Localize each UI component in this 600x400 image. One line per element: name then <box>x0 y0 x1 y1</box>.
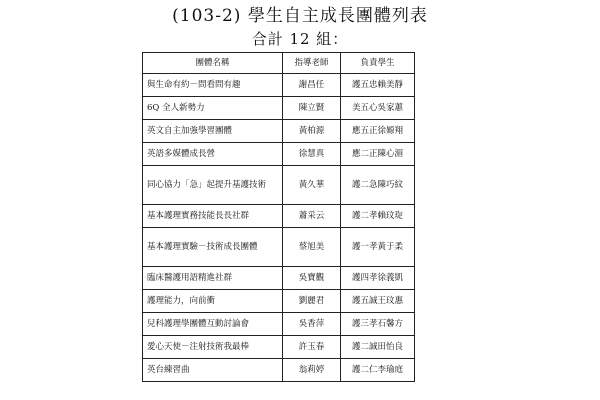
group-name-cell: 英台練習曲 <box>143 359 283 382</box>
group-name-cell: 基本護理實驗－技術成長團體 <box>143 228 283 267</box>
table-row <box>143 74 415 97</box>
teacher-cell: 劉麗君 <box>283 290 341 313</box>
document-title: (103-2) 學生自主成長團體列表 <box>172 6 428 26</box>
student-cell: 應二正陳心湄 <box>341 143 415 166</box>
student-cell: 應五正徐嫄翔 <box>341 120 415 143</box>
student-cell: 護二誠田怡良 <box>341 336 415 359</box>
group-name-cell: 兒科護理學團體互動討論會 <box>143 313 283 336</box>
student-cell: 護三孝石馨方 <box>341 313 415 336</box>
group-name-cell: 同心協力「急」起提升基護技術 <box>143 166 283 205</box>
document-subtitle: 合計 12 組： <box>251 30 349 48</box>
teacher-cell: 吳香萍 <box>283 313 341 336</box>
group-name-cell: 護理能力，向前衝 <box>143 290 283 313</box>
teacher-cell: 陳立賢 <box>283 97 341 120</box>
teacher-cell: 蔡旭美 <box>283 228 341 267</box>
student-cell: 護二仁李瑜庭 <box>341 359 415 382</box>
teacher-cell: 許玉春 <box>283 336 341 359</box>
student-cell: 護二急陳巧紋 <box>341 166 415 205</box>
group-name-cell: 英文自主加強學習團體 <box>143 120 283 143</box>
table-row <box>143 290 415 313</box>
header-student: 負責學生 <box>341 53 415 74</box>
table-row <box>143 205 415 228</box>
student-cell: 護五忠賴美靜 <box>341 74 415 97</box>
teacher-cell: 黃柏源 <box>283 120 341 143</box>
teacher-cell: 吳寶觀 <box>283 267 341 290</box>
group-name-cell: 愛心天使－注射技術我最棒 <box>143 336 283 359</box>
table-header-row <box>143 53 415 74</box>
header-teacher: 指導老師 <box>283 53 341 74</box>
groups-table <box>142 52 415 382</box>
group-name-cell: 基本護理實務技能長長社群 <box>143 205 283 228</box>
teacher-cell: 黃久華 <box>283 166 341 205</box>
table-row <box>143 359 415 382</box>
student-cell: 護五誠王玟惠 <box>341 290 415 313</box>
student-cell: 護四孝徐義凱 <box>341 267 415 290</box>
group-name-cell: 臨床醫護用語精進社群 <box>143 267 283 290</box>
teacher-cell: 謝昌任 <box>283 74 341 97</box>
student-cell: 護二孝賴玟琁 <box>341 205 415 228</box>
student-cell: 護一孝黃于柔 <box>341 228 415 267</box>
table-row <box>143 166 415 205</box>
group-name-cell: 與生命有約－問看問有趣 <box>143 74 283 97</box>
header-group-name: 團體名稱 <box>143 53 283 74</box>
group-name-cell: 英語多媒體成長營 <box>143 143 283 166</box>
table-row <box>143 267 415 290</box>
table-row <box>143 336 415 359</box>
teacher-cell: 徐慧真 <box>283 143 341 166</box>
group-name-cell: 6Q 全人新勢力 <box>143 97 283 120</box>
table-row <box>143 97 415 120</box>
table-row <box>143 313 415 336</box>
teacher-cell: 翁莉婷 <box>283 359 341 382</box>
table-row <box>143 143 415 166</box>
student-cell: 美五心吳家蕙 <box>341 97 415 120</box>
teacher-cell: 蕭采云 <box>283 205 341 228</box>
table-row <box>143 120 415 143</box>
table-row <box>143 228 415 267</box>
